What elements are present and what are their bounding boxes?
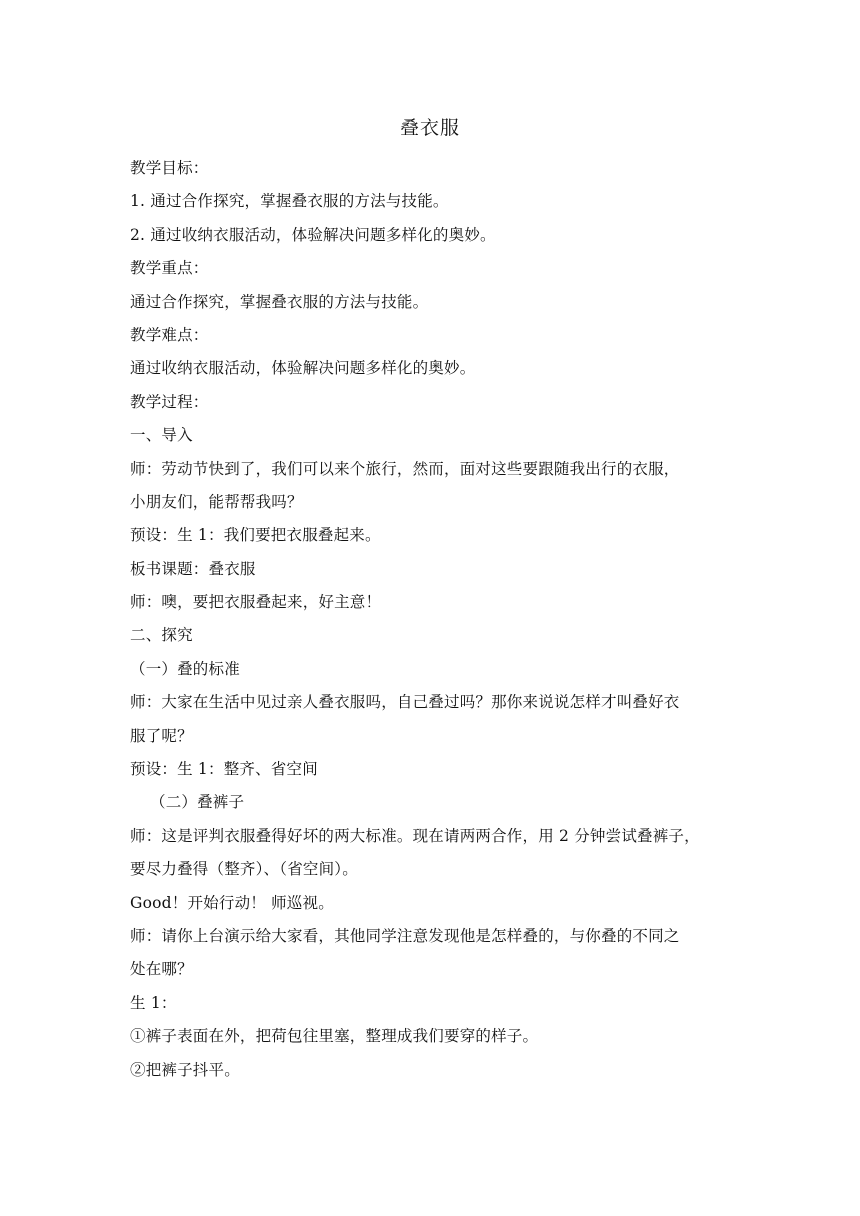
- paragraph-line: 师：请你上台演示给大家看，其他同学注意发现他是怎样叠的，与你叠的不同之: [130, 926, 680, 945]
- paragraph-line: 师：噢，要把衣服叠起来，好主意！: [130, 593, 382, 612]
- paragraph-line: 师：这是评判衣服叠得好坏的两大标准。现在请两两合作，用 2 分钟尝试叠裤子，: [130, 826, 700, 845]
- subsection-fold-pants: （二）叠裤子: [150, 793, 245, 812]
- document-body: [130, 152, 735, 1087]
- section-heading-key-points: 教学重点：: [130, 259, 209, 278]
- subsection-standard: （一）叠的标准: [130, 659, 240, 678]
- paragraph-line: 师：大家在生活中见过亲人叠衣服吗，自己叠过吗？那你来说说怎样才叫叠好衣: [130, 693, 680, 712]
- paragraph-line: 师：劳动节快到了，我们可以来个旅行，然而，面对这些要跟随我出行的衣服，: [130, 459, 680, 478]
- objective-item-2: 2. 通过收纳衣服活动，体验解决问题多样化的奥妙。: [130, 225, 496, 244]
- document-title: 叠衣服: [399, 117, 460, 139]
- paragraph-line: 预设：生 1：整齐、省空间: [130, 760, 318, 779]
- key-point-text: 通过合作探究，掌握叠衣服的方法与技能。: [130, 292, 429, 311]
- paragraph-line: 要尽力叠得（整齐）、（省空间）。: [130, 860, 358, 879]
- paragraph-line: 服了呢？: [130, 726, 193, 745]
- step-item-2: ②把裤子抖平。: [130, 1060, 240, 1079]
- section-heading-process: 教学过程：: [130, 392, 209, 411]
- paragraph-line: 预设：生 1：我们要把衣服叠起来。: [130, 526, 381, 545]
- step-item-1: ①裤子表面在外，把荷包往里塞，整理成我们要穿的样子。: [130, 1027, 539, 1046]
- paragraph-line: 小朋友们，能帮帮我吗？: [130, 492, 303, 511]
- difficulty-text: 通过收纳衣服活动，体验解决问题多样化的奥妙。: [130, 359, 476, 378]
- paragraph-line: 处在哪？: [130, 960, 193, 979]
- objective-item-1: 1. 通过合作探究，掌握叠衣服的方法与技能。: [130, 192, 449, 211]
- paragraph-line: Good！开始行动！ 师巡视。: [130, 893, 334, 912]
- paragraph-line: 生 1：: [130, 993, 177, 1012]
- paragraph-line: 板书课题：叠衣服: [130, 559, 256, 578]
- subsection-intro: 一、导入: [130, 426, 193, 445]
- section-heading-difficulties: 教学难点：: [130, 325, 209, 344]
- subsection-explore: 二、探究: [130, 626, 193, 645]
- section-heading-objectives: 教学目标：: [130, 159, 209, 177]
